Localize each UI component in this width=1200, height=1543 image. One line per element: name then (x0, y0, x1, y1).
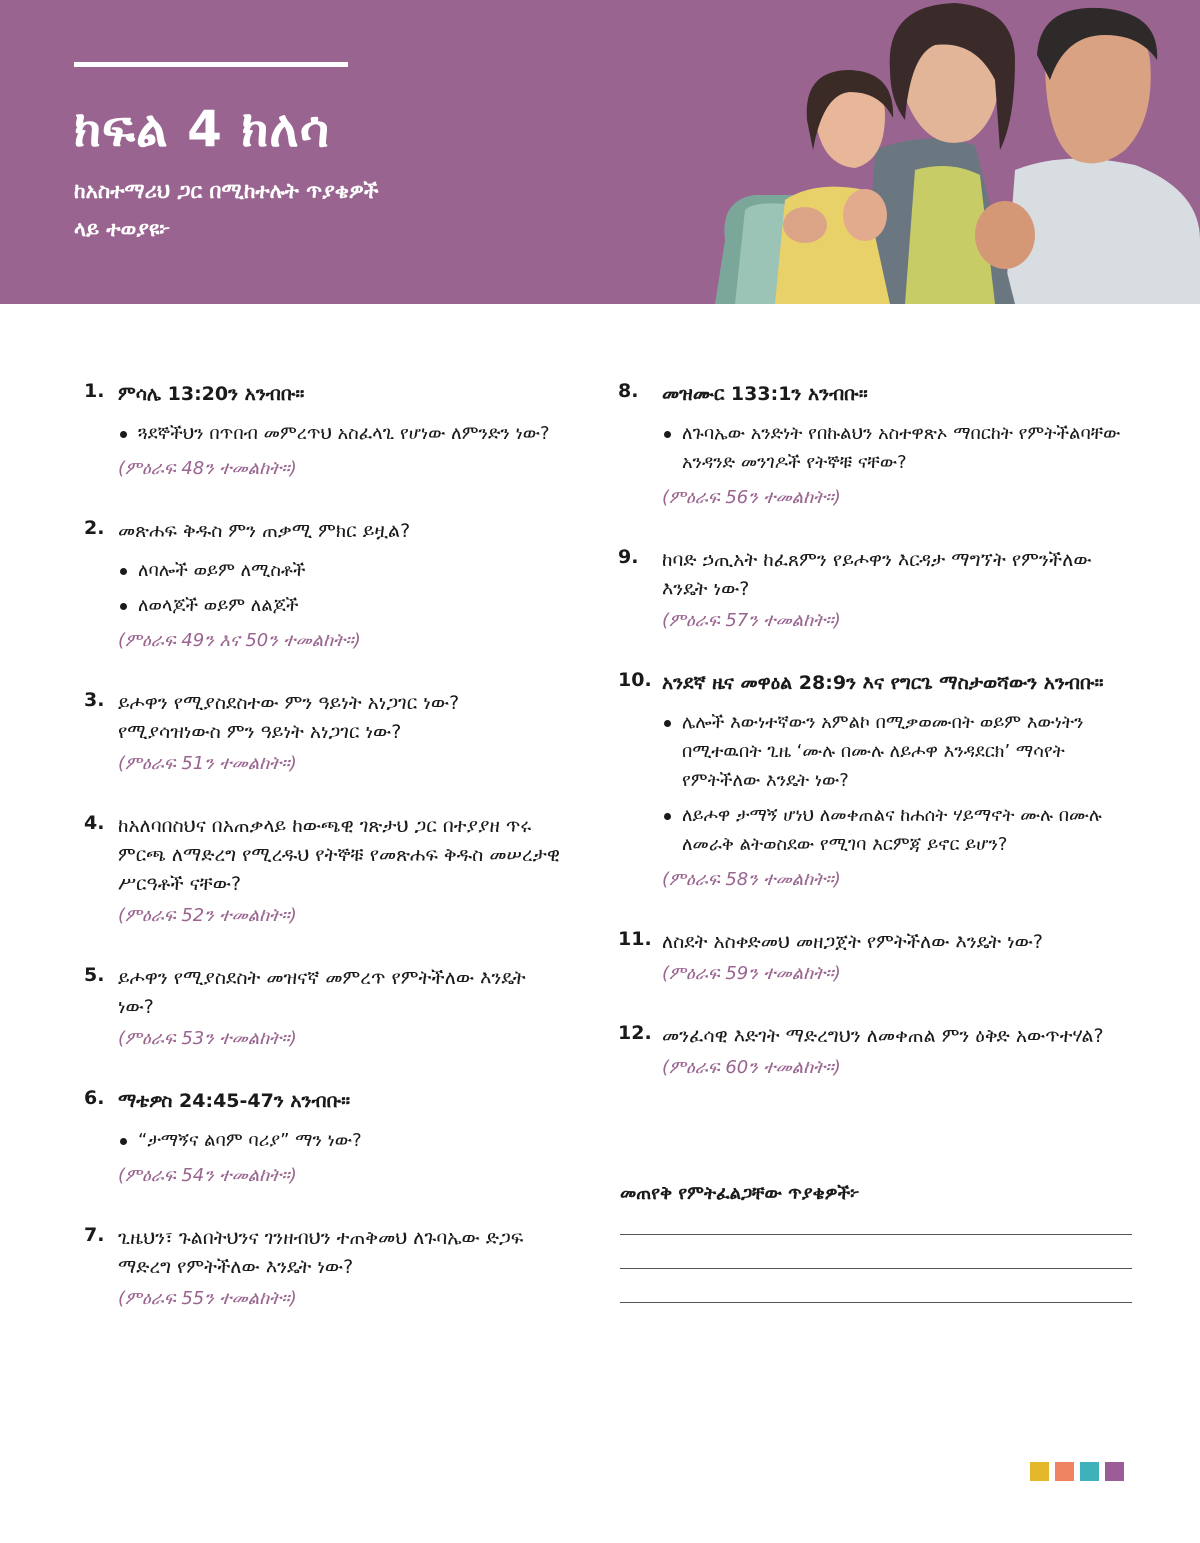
yellow-square (1030, 1462, 1049, 1481)
question-text: ይሖዋን የሚያስደስት መዝናኛ መምረጥ የምትችለው እንዴት ነው? (118, 967, 526, 1018)
chapter-reference: (ምዕራፍ 51ን ተመልከት።) (118, 753, 297, 774)
bullet-item: ለጉባኤው አንድነት የበኩልህን አስተዋጽኦ ማበርከት የምትችልባቸው አንዳንድ መንገዶች የትኞቹ ናቸው? (662, 419, 1140, 477)
question-item (620, 669, 1140, 894)
chapter-reference: (ምዕራፍ 60ን ተመልከት።) (662, 1057, 841, 1078)
question-text: ጊዜህን፣ ጉልበትህንና ገንዘብህን ተጠቅመህ ለጉባኤው ድጋፍ ማድረግ የምትችለው እንዴት ነው? (118, 1227, 524, 1278)
bullet-item: ሌሎች እውነተኛውን አምልኮ በሚቃወሙበት ወይም እውነትን በሚተዉበት ጊዜ ‘ሙሉ በሙሉ ለይሖዋ እንዳደርክ’ ማሳየት የምትችለው እንዴት ነው? (662, 708, 1140, 795)
bullet-item: ለወላጆች ወይም ለልጆች (118, 591, 564, 620)
notes-heading: መጠየቅ የምትፈልጋቸው ጥያቄዎች፦ (620, 1183, 860, 1204)
question-number: 9. (618, 546, 639, 568)
color-squares (1030, 1462, 1124, 1481)
bullet-list (118, 419, 564, 448)
question-number: 5. (84, 964, 105, 986)
question-number: 2. (84, 517, 105, 539)
question-number: 1. (84, 380, 105, 402)
chapter-reference: (ምዕራፍ 54ን ተመልከት።) (118, 1165, 297, 1186)
note-line[interactable] (620, 1268, 1132, 1269)
question-item (84, 1087, 564, 1190)
question-text: ምሳሌ 13:20ን አንብቡ። (118, 383, 305, 405)
chapter-reference: (ምዕራፍ 48ን ተመልከት።) (118, 458, 297, 479)
note-line[interactable] (620, 1302, 1132, 1303)
question-text: ማቴዎስ 24:45-47ን አንብቡ። (118, 1090, 351, 1112)
question-item (620, 928, 1140, 988)
violet-square (1105, 1462, 1124, 1481)
header-rule (74, 62, 348, 67)
question-item (84, 812, 564, 930)
question-item (84, 1224, 564, 1313)
teal-square (1080, 1462, 1099, 1481)
chapter-reference: (ምዕራፍ 58ን ተመልከት።) (662, 869, 841, 890)
bullet-item: “ታማኝና ልባም ባሪያ” ማን ነው? (118, 1126, 564, 1155)
question-item (620, 380, 1140, 512)
salmon-square (1055, 1462, 1074, 1481)
page-subtitle: ከአስተማሪህ ጋር በሚከተሉት ጥያቄዎች ላይ ተወያዩ፦ (74, 179, 379, 241)
question-text: ለስደት አስቀድመህ መዘጋጀት የምትችለው እንዴት ነው? (662, 931, 1043, 953)
bullet-item: ለባሎች ወይም ለሚስቶች (118, 556, 564, 585)
question-number: 12. (618, 1022, 652, 1044)
chapter-reference: (ምዕራፍ 56ን ተመልከት።) (662, 487, 841, 508)
question-text: ይሖዋን የሚያስደስተው ምን ዓይነት አነጋገር ነው? የሚያሳዝነውስ ምን ዓይነት አነጋገር ነው? (118, 692, 460, 743)
chapter-reference: (ምዕራፍ 57ን ተመልከት።) (662, 610, 841, 631)
question-number: 10. (618, 669, 652, 691)
question-number: 8. (618, 380, 639, 402)
page-title: ክፍል 4 ክለሳ (74, 100, 331, 158)
question-number: 11. (618, 928, 652, 950)
question-item (84, 689, 564, 778)
chapter-reference: (ምዕራፍ 52ን ተመልከት።) (118, 905, 297, 926)
question-text: አንደኛ ዜና መዋዕል 28:9ን እና የግርጌ ማስታወሻውን አንብቡ። (662, 672, 1104, 694)
question-item (620, 546, 1140, 635)
question-number: 6. (84, 1087, 105, 1109)
bullet-list (662, 708, 1140, 859)
chapter-reference: (ምዕራፍ 53ን ተመልከት።) (118, 1028, 297, 1049)
question-number: 4. (84, 812, 105, 834)
family-praying-illustration (715, 0, 1200, 304)
bullet-list (118, 556, 564, 620)
question-text: መዝሙር 133:1ን አንብቡ። (662, 383, 868, 405)
questions-right-column (620, 380, 1140, 1116)
question-text: መንፈሳዊ እድገት ማድረግህን ለመቀጠል ምን ዕቅድ አውጥተሃል? (662, 1025, 1104, 1047)
question-item (620, 1022, 1140, 1082)
bullet-item: ለይሖዋ ታማኝ ሆነህ ለመቀጠልና ከሐሰት ሃይማኖት ሙሉ በሙሉ ለመራቅ ልትወስደው የሚገባ እርምጃ ይኖር ይሆን? (662, 801, 1140, 859)
question-item (84, 380, 564, 483)
question-text: ከባድ ኃጢአት ከፈጸምን የይሖዋን እርዳታ ማግኘት የምንችለው እንዴት ነው? (662, 549, 1092, 600)
question-number: 7. (84, 1224, 105, 1246)
bullet-item: ጓደኞችህን በጥበብ መምረጥህ አስፈላጊ የሆነው ለምንድን ነው? (118, 419, 564, 448)
chapter-reference: (ምዕራፍ 59ን ተመልከት።) (662, 963, 841, 984)
question-item (84, 964, 564, 1053)
question-text: ከአለባበስህና በአጠቃላይ ከውጫዊ ገጽታህ ጋር በተያያዘ ጥሩ ምርጫ ለማድረግ የሚረዱህ የትኞቹ የመጽሐፍ ቅዱስ መሠረታዊ ሥርዓቶች ናቸው? (118, 815, 560, 895)
chapter-reference: (ምዕራፍ 55ን ተመልከት።) (118, 1288, 297, 1309)
bullet-list (118, 1126, 564, 1155)
note-line[interactable] (620, 1234, 1132, 1235)
question-number: 3. (84, 689, 105, 711)
bullet-list (662, 419, 1140, 477)
questions-left-column (84, 380, 564, 1347)
chapter-reference: (ምዕራፍ 49ን እና 50ን ተመልከት።) (118, 630, 361, 651)
header-banner (0, 0, 1200, 304)
question-text: መጽሐፍ ቅዱስ ምን ጠቃሚ ምክር ይዟል? (118, 520, 411, 542)
question-item (84, 517, 564, 655)
